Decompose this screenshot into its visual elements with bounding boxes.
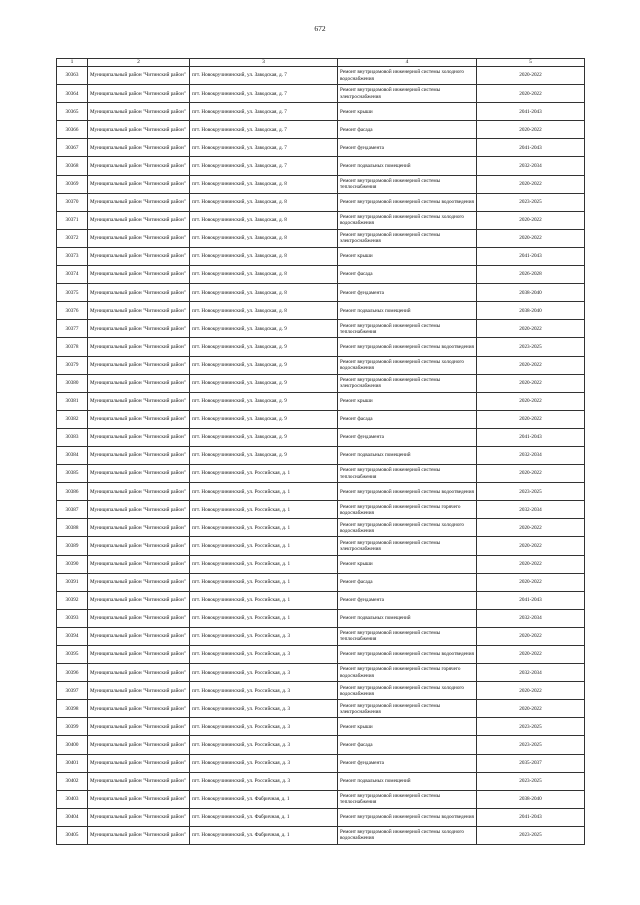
table-row bbox=[57, 193, 585, 211]
municipality-cell: Муниципальный район "Читинский район" bbox=[88, 808, 190, 826]
municipality-cell: Муниципальный район "Читинский район" bbox=[88, 67, 190, 85]
table-row bbox=[57, 121, 585, 139]
period-cell: 2020-2022 bbox=[477, 392, 585, 410]
municipality-cell: Муниципальный район "Читинский район" bbox=[88, 555, 190, 573]
row-number-cell: 30396 bbox=[57, 664, 88, 682]
period-cell: 2020-2022 bbox=[477, 121, 585, 139]
row-number-cell: 30395 bbox=[57, 646, 88, 664]
period-cell: 2020-2022 bbox=[477, 682, 585, 700]
work-type-cell: Ремонт внутридомовой инженерной системы теплоснабжения bbox=[338, 465, 477, 483]
period-cell: 2032-2034 bbox=[477, 664, 585, 682]
municipality-cell: Муниципальный район "Читинский район" bbox=[88, 85, 190, 103]
table-row bbox=[57, 754, 585, 772]
row-number-cell: 30393 bbox=[57, 609, 88, 627]
table-row bbox=[57, 718, 585, 736]
work-type-cell: Ремонт крыши bbox=[338, 718, 477, 736]
table-header bbox=[57, 59, 585, 67]
address-cell: пгт. Новокручининский, ул. Заводская, д. 8 bbox=[190, 302, 338, 320]
period-cell: 2038-2040 bbox=[477, 302, 585, 320]
work-type-cell: Ремонт внутридомовой инженерной системы водоотведения bbox=[338, 193, 477, 211]
municipality-cell: Муниципальный район "Читинский район" bbox=[88, 519, 190, 537]
work-type-cell: Ремонт внутридомовой инженерной системы теплоснабжения bbox=[338, 175, 477, 193]
row-number-cell: 30404 bbox=[57, 808, 88, 826]
period-cell: 2023-2025 bbox=[477, 736, 585, 754]
period-cell: 2032-2034 bbox=[477, 609, 585, 627]
work-type-cell: Ремонт фасада bbox=[338, 736, 477, 754]
municipality-cell: Муниципальный район "Читинский район" bbox=[88, 646, 190, 664]
table-row bbox=[57, 483, 585, 501]
period-cell: 2032-2034 bbox=[477, 501, 585, 519]
period-cell: 2020-2022 bbox=[477, 519, 585, 537]
row-number-cell: 30382 bbox=[57, 410, 88, 428]
municipality-cell: Муниципальный район "Читинский район" bbox=[88, 157, 190, 175]
row-number-cell: 30397 bbox=[57, 682, 88, 700]
municipality-cell: Муниципальный район "Читинский район" bbox=[88, 302, 190, 320]
table-row bbox=[57, 664, 585, 682]
work-type-cell: Ремонт внутридомовой инженерной системы электроснабжения bbox=[338, 700, 477, 718]
work-type-cell: Ремонт крыши bbox=[338, 555, 477, 573]
work-type-cell: Ремонт внутридомовой инженерной системы теплоснабжения bbox=[338, 790, 477, 808]
address-cell: пгт. Новокручининский, ул. Российская, д. 3 bbox=[190, 700, 338, 718]
work-type-cell: Ремонт внутридомовой инженерной системы водоотведения bbox=[338, 808, 477, 826]
period-cell: 2032-2034 bbox=[477, 446, 585, 464]
address-cell: пгт. Новокручининский, ул. Заводская, д. 7 bbox=[190, 103, 338, 121]
period-cell: 2020-2022 bbox=[477, 211, 585, 229]
work-type-cell: Ремонт фундамента bbox=[338, 284, 477, 302]
row-number-cell: 30384 bbox=[57, 446, 88, 464]
municipality-cell: Муниципальный район "Читинский район" bbox=[88, 627, 190, 645]
table-row bbox=[57, 736, 585, 754]
work-type-cell: Ремонт подвальных помещений bbox=[338, 446, 477, 464]
municipality-cell: Муниципальный район "Читинский район" bbox=[88, 826, 190, 844]
address-cell: пгт. Новокручининский, ул. Заводская, д. 8 bbox=[190, 175, 338, 193]
municipality-cell: Муниципальный район "Читинский район" bbox=[88, 211, 190, 229]
address-cell: пгт. Новокручининский, ул. Российская, д. 1 bbox=[190, 591, 338, 609]
address-cell: пгт. Новокручининский, ул. Заводская, д. 8 bbox=[190, 211, 338, 229]
table-row bbox=[57, 682, 585, 700]
table-row bbox=[57, 790, 585, 808]
municipality-cell: Муниципальный район "Читинский район" bbox=[88, 247, 190, 265]
address-cell: пгт. Новокручининский, ул. Российская, д. 1 bbox=[190, 519, 338, 537]
period-cell: 2020-2022 bbox=[477, 356, 585, 374]
work-type-cell: Ремонт крыши bbox=[338, 247, 477, 265]
municipality-cell: Муниципальный район "Читинский район" bbox=[88, 410, 190, 428]
page-number: 672 bbox=[314, 24, 326, 33]
address-cell: пгт. Новокручининский, ул. Российская, д. 1 bbox=[190, 483, 338, 501]
table-row bbox=[57, 247, 585, 265]
period-cell: 2020-2022 bbox=[477, 646, 585, 664]
period-cell: 2020-2022 bbox=[477, 320, 585, 338]
table-row bbox=[57, 266, 585, 284]
period-cell: 2023-2025 bbox=[477, 826, 585, 844]
column-header-3: 3 bbox=[190, 59, 338, 67]
row-number-cell: 30385 bbox=[57, 465, 88, 483]
work-type-cell: Ремонт внутридомовой инженерной системы электроснабжения bbox=[338, 537, 477, 555]
period-cell: 2020-2022 bbox=[477, 700, 585, 718]
work-type-cell: Ремонт крыши bbox=[338, 103, 477, 121]
address-cell: пгт. Новокручининский, ул. Заводская, д. 8 bbox=[190, 284, 338, 302]
table-row bbox=[57, 537, 585, 555]
table-row bbox=[57, 284, 585, 302]
row-number-cell: 30390 bbox=[57, 555, 88, 573]
table-row bbox=[57, 157, 585, 175]
municipality-cell: Муниципальный район "Читинский район" bbox=[88, 537, 190, 555]
address-cell: пгт. Новокручининский, ул. Заводская, д. 9 bbox=[190, 338, 338, 356]
row-number-cell: 30389 bbox=[57, 537, 88, 555]
work-type-cell: Ремонт внутридомовой инженерной системы горячего водоснабжения bbox=[338, 501, 477, 519]
address-cell: пгт. Новокручининский, ул. Российская, д. 3 bbox=[190, 682, 338, 700]
work-type-cell: Ремонт фасада bbox=[338, 266, 477, 284]
address-cell: пгт. Новокручининский, ул. Заводская, д. 9 bbox=[190, 410, 338, 428]
period-cell: 2020-2022 bbox=[477, 85, 585, 103]
table-row bbox=[57, 302, 585, 320]
table-row bbox=[57, 374, 585, 392]
table-row bbox=[57, 320, 585, 338]
municipality-cell: Муниципальный район "Читинский район" bbox=[88, 229, 190, 247]
row-number-cell: 30388 bbox=[57, 519, 88, 537]
column-header-1: 1 bbox=[57, 59, 88, 67]
period-cell: 2041-2043 bbox=[477, 428, 585, 446]
period-cell: 2020-2022 bbox=[477, 175, 585, 193]
work-type-cell: Ремонт крыши bbox=[338, 392, 477, 410]
row-number-cell: 30377 bbox=[57, 320, 88, 338]
work-type-cell: Ремонт подвальных помещений bbox=[338, 157, 477, 175]
address-cell: пгт. Новокручининский, ул. Заводская, д. 9 bbox=[190, 374, 338, 392]
row-number-cell: 30401 bbox=[57, 754, 88, 772]
municipality-cell: Муниципальный район "Читинский район" bbox=[88, 754, 190, 772]
municipality-cell: Муниципальный район "Читинский район" bbox=[88, 374, 190, 392]
municipality-cell: Муниципальный район "Читинский район" bbox=[88, 772, 190, 790]
table-row bbox=[57, 555, 585, 573]
period-cell: 2035-2037 bbox=[477, 754, 585, 772]
period-cell: 2023-2025 bbox=[477, 772, 585, 790]
municipality-cell: Муниципальный район "Читинский район" bbox=[88, 483, 190, 501]
municipality-cell: Муниципальный район "Читинский район" bbox=[88, 338, 190, 356]
address-cell: пгт. Новокручининский, ул. Российская, д. 3 bbox=[190, 736, 338, 754]
period-cell: 2023-2025 bbox=[477, 338, 585, 356]
municipality-cell: Муниципальный район "Читинский район" bbox=[88, 501, 190, 519]
table-row bbox=[57, 519, 585, 537]
row-number-cell: 30370 bbox=[57, 193, 88, 211]
table-row bbox=[57, 501, 585, 519]
period-cell: 2041-2043 bbox=[477, 591, 585, 609]
work-type-cell: Ремонт внутридомовой инженерной системы электроснабжения bbox=[338, 229, 477, 247]
table-row bbox=[57, 67, 585, 85]
period-cell: 2023-2025 bbox=[477, 193, 585, 211]
period-cell: 2020-2022 bbox=[477, 555, 585, 573]
row-number-cell: 30403 bbox=[57, 790, 88, 808]
municipality-cell: Муниципальный район "Читинский район" bbox=[88, 193, 190, 211]
table-row bbox=[57, 428, 585, 446]
period-cell: 2023-2025 bbox=[477, 483, 585, 501]
period-cell: 2020-2022 bbox=[477, 229, 585, 247]
work-type-cell: Ремонт фасада bbox=[338, 573, 477, 591]
work-type-cell: Ремонт внутридомовой инженерной системы водоотведения bbox=[338, 646, 477, 664]
column-header-4: 4 bbox=[338, 59, 477, 67]
row-number-cell: 30367 bbox=[57, 139, 88, 157]
address-cell: пгт. Новокручининский, ул. Российская, д. 1 bbox=[190, 609, 338, 627]
table-row bbox=[57, 446, 585, 464]
municipality-cell: Муниципальный район "Читинский район" bbox=[88, 736, 190, 754]
period-cell: 2020-2022 bbox=[477, 465, 585, 483]
municipality-cell: Муниципальный район "Читинский район" bbox=[88, 591, 190, 609]
address-cell: пгт. Новокручининский, ул. Российская, д. 3 bbox=[190, 718, 338, 736]
row-number-cell: 30374 bbox=[57, 266, 88, 284]
table-row bbox=[57, 826, 585, 844]
work-type-cell: Ремонт внутридомовой инженерной системы электроснабжения bbox=[338, 374, 477, 392]
row-number-cell: 30378 bbox=[57, 338, 88, 356]
address-cell: пгт. Новокручининский, ул. Российская, д. 3 bbox=[190, 664, 338, 682]
work-type-cell: Ремонт внутридомовой инженерной системы теплоснабжения bbox=[338, 627, 477, 645]
address-cell: пгт. Новокручининский, ул. Заводская, д. 9 bbox=[190, 428, 338, 446]
work-type-cell: Ремонт фундамента bbox=[338, 754, 477, 772]
address-cell: пгт. Новокручининский, ул. Российская, д. 1 bbox=[190, 555, 338, 573]
work-type-cell: Ремонт внутридомовой инженерной системы электроснабжения bbox=[338, 85, 477, 103]
address-cell: пгт. Новокручининский, ул. Заводская, д. 7 bbox=[190, 121, 338, 139]
municipality-cell: Муниципальный район "Читинский район" bbox=[88, 718, 190, 736]
row-number-cell: 30379 bbox=[57, 356, 88, 374]
period-cell: 2038-2040 bbox=[477, 284, 585, 302]
address-cell: пгт. Новокручининский, ул. Заводская, д. 7 bbox=[190, 67, 338, 85]
address-cell: пгт. Новокручининский, ул. Заводская, д. 9 bbox=[190, 392, 338, 410]
row-number-cell: 30372 bbox=[57, 229, 88, 247]
address-cell: пгт. Новокручининский, ул. Заводская, д. 9 bbox=[190, 356, 338, 374]
table-row bbox=[57, 772, 585, 790]
period-cell: 2038-2040 bbox=[477, 790, 585, 808]
address-cell: пгт. Новокручининский, ул. Фабричная, д. 1 bbox=[190, 790, 338, 808]
municipality-cell: Муниципальный район "Читинский район" bbox=[88, 700, 190, 718]
municipality-cell: Муниципальный район "Читинский район" bbox=[88, 392, 190, 410]
work-type-cell: Ремонт подвальных помещений bbox=[338, 302, 477, 320]
table-row bbox=[57, 229, 585, 247]
row-number-cell: 30371 bbox=[57, 211, 88, 229]
address-cell: пгт. Новокручининский, ул. Российская, д. 3 bbox=[190, 754, 338, 772]
address-cell: пгт. Новокручининский, ул. Фабричная, д. 1 bbox=[190, 808, 338, 826]
row-number-cell: 30366 bbox=[57, 121, 88, 139]
work-type-cell: Ремонт внутридомовой инженерной системы теплоснабжения bbox=[338, 320, 477, 338]
table-row bbox=[57, 85, 585, 103]
table-row bbox=[57, 356, 585, 374]
address-cell: пгт. Новокручининский, ул. Российская, д. 3 bbox=[190, 646, 338, 664]
table-row bbox=[57, 591, 585, 609]
municipality-cell: Муниципальный район "Читинский район" bbox=[88, 664, 190, 682]
row-number-cell: 30386 bbox=[57, 483, 88, 501]
row-number-cell: 30365 bbox=[57, 103, 88, 121]
address-cell: пгт. Новокручининский, ул. Заводская, д. 9 bbox=[190, 320, 338, 338]
municipality-cell: Муниципальный район "Читинский район" bbox=[88, 465, 190, 483]
table-row bbox=[57, 103, 585, 121]
table-row bbox=[57, 139, 585, 157]
row-number-cell: 30400 bbox=[57, 736, 88, 754]
work-type-cell: Ремонт подвальных помещений bbox=[338, 772, 477, 790]
row-number-cell: 30363 bbox=[57, 67, 88, 85]
address-cell: пгт. Новокручининский, ул. Заводская, д. 7 bbox=[190, 85, 338, 103]
row-number-cell: 30380 bbox=[57, 374, 88, 392]
row-number-cell: 30373 bbox=[57, 247, 88, 265]
row-number-cell: 30364 bbox=[57, 85, 88, 103]
table-row bbox=[57, 573, 585, 591]
work-type-cell: Ремонт фасада bbox=[338, 121, 477, 139]
table-row bbox=[57, 627, 585, 645]
row-number-cell: 30405 bbox=[57, 826, 88, 844]
address-cell: пгт. Новокручининский, ул. Заводская, д. 8 bbox=[190, 229, 338, 247]
address-cell: пгт. Новокручининский, ул. Российская, д. 1 bbox=[190, 501, 338, 519]
row-number-cell: 30391 bbox=[57, 573, 88, 591]
address-cell: пгт. Новокручининский, ул. Российская, д. 3 bbox=[190, 627, 338, 645]
address-cell: пгт. Новокручининский, ул. Российская, д. 1 bbox=[190, 537, 338, 555]
address-cell: пгт. Новокручининский, ул. Фабричная, д. 1 bbox=[190, 826, 338, 844]
period-cell: 2026-2028 bbox=[477, 266, 585, 284]
row-number-cell: 30369 bbox=[57, 175, 88, 193]
table-row bbox=[57, 465, 585, 483]
address-cell: пгт. Новокручининский, ул. Российская, д. 1 bbox=[190, 465, 338, 483]
work-type-cell: Ремонт фасада bbox=[338, 410, 477, 428]
table-row bbox=[57, 338, 585, 356]
work-type-cell: Ремонт фундамента bbox=[338, 591, 477, 609]
municipality-cell: Муниципальный район "Читинский район" bbox=[88, 790, 190, 808]
period-cell: 2032-2034 bbox=[477, 157, 585, 175]
row-number-cell: 30381 bbox=[57, 392, 88, 410]
table-row bbox=[57, 211, 585, 229]
work-type-cell: Ремонт внутридомовой инженерной системы холодного водоснабжения bbox=[338, 211, 477, 229]
row-number-cell: 30368 bbox=[57, 157, 88, 175]
address-cell: пгт. Новокручининский, ул. Российская, д. 3 bbox=[190, 772, 338, 790]
work-type-cell: Ремонт внутридомовой инженерной системы холодного водоснабжения bbox=[338, 67, 477, 85]
table-row bbox=[57, 410, 585, 428]
work-type-cell: Ремонт фундамента bbox=[338, 139, 477, 157]
row-number-cell: 30375 bbox=[57, 284, 88, 302]
table-body bbox=[57, 67, 585, 845]
row-number-cell: 30376 bbox=[57, 302, 88, 320]
work-type-cell: Ремонт внутридомовой инженерной системы холодного водоснабжения bbox=[338, 356, 477, 374]
address-cell: пгт. Новокручининский, ул. Заводская, д. 9 bbox=[190, 446, 338, 464]
column-header-2: 2 bbox=[88, 59, 190, 67]
header-row bbox=[57, 59, 585, 67]
table-row bbox=[57, 808, 585, 826]
work-type-cell: Ремонт внутридомовой инженерной системы водоотведения bbox=[338, 338, 477, 356]
period-cell: 2041-2043 bbox=[477, 103, 585, 121]
table-row bbox=[57, 175, 585, 193]
address-cell: пгт. Новокручининский, ул. Заводская, д. 7 bbox=[190, 139, 338, 157]
period-cell: 2041-2043 bbox=[477, 247, 585, 265]
period-cell: 2020-2022 bbox=[477, 627, 585, 645]
period-cell: 2041-2043 bbox=[477, 808, 585, 826]
period-cell: 2020-2022 bbox=[477, 67, 585, 85]
municipality-cell: Муниципальный район "Читинский район" bbox=[88, 139, 190, 157]
address-cell: пгт. Новокручининский, ул. Заводская, д. 7 bbox=[190, 157, 338, 175]
column-header-5: 5 bbox=[477, 59, 585, 67]
municipality-cell: Муниципальный район "Читинский район" bbox=[88, 103, 190, 121]
table-row bbox=[57, 392, 585, 410]
address-cell: пгт. Новокручининский, ул. Заводская, д. 8 bbox=[190, 193, 338, 211]
period-cell: 2020-2022 bbox=[477, 573, 585, 591]
work-type-cell: Ремонт внутридомовой инженерной системы горячего водоснабжения bbox=[338, 664, 477, 682]
work-type-cell: Ремонт фундамента bbox=[338, 428, 477, 446]
period-cell: 2041-2043 bbox=[477, 139, 585, 157]
period-cell: 2020-2022 bbox=[477, 537, 585, 555]
row-number-cell: 30383 bbox=[57, 428, 88, 446]
repair-schedule-table bbox=[56, 58, 585, 845]
municipality-cell: Муниципальный район "Читинский район" bbox=[88, 356, 190, 374]
work-type-cell: Ремонт внутридомовой инженерной системы холодного водоснабжения bbox=[338, 682, 477, 700]
address-cell: пгт. Новокручининский, ул. Заводская, д. 8 bbox=[190, 247, 338, 265]
row-number-cell: 30398 bbox=[57, 700, 88, 718]
municipality-cell: Муниципальный район "Читинский район" bbox=[88, 284, 190, 302]
row-number-cell: 30392 bbox=[57, 591, 88, 609]
municipality-cell: Муниципальный район "Читинский район" bbox=[88, 320, 190, 338]
municipality-cell: Муниципальный район "Читинский район" bbox=[88, 428, 190, 446]
period-cell: 2023-2025 bbox=[477, 718, 585, 736]
address-cell: пгт. Новокручининский, ул. Заводская, д. 8 bbox=[190, 266, 338, 284]
work-type-cell: Ремонт подвальных помещений bbox=[338, 609, 477, 627]
municipality-cell: Муниципальный район "Читинский район" bbox=[88, 573, 190, 591]
table-row bbox=[57, 609, 585, 627]
row-number-cell: 30402 bbox=[57, 772, 88, 790]
work-type-cell: Ремонт внутридомовой инженерной системы холодного водоснабжения bbox=[338, 826, 477, 844]
municipality-cell: Муниципальный район "Читинский район" bbox=[88, 175, 190, 193]
row-number-cell: 30387 bbox=[57, 501, 88, 519]
row-number-cell: 30394 bbox=[57, 627, 88, 645]
municipality-cell: Муниципальный район "Читинский район" bbox=[88, 446, 190, 464]
work-type-cell: Ремонт внутридомовой инженерной системы холодного водоснабжения bbox=[338, 519, 477, 537]
table-row bbox=[57, 700, 585, 718]
table-row bbox=[57, 646, 585, 664]
municipality-cell: Муниципальный район "Читинский район" bbox=[88, 682, 190, 700]
period-cell: 2020-2022 bbox=[477, 410, 585, 428]
period-cell: 2020-2022 bbox=[477, 374, 585, 392]
municipality-cell: Муниципальный район "Читинский район" bbox=[88, 609, 190, 627]
municipality-cell: Муниципальный район "Читинский район" bbox=[88, 121, 190, 139]
work-type-cell: Ремонт внутридомовой инженерной системы водоотведения bbox=[338, 483, 477, 501]
row-number-cell: 30399 bbox=[57, 718, 88, 736]
address-cell: пгт. Новокручининский, ул. Российская, д. 1 bbox=[190, 573, 338, 591]
municipality-cell: Муниципальный район "Читинский район" bbox=[88, 266, 190, 284]
